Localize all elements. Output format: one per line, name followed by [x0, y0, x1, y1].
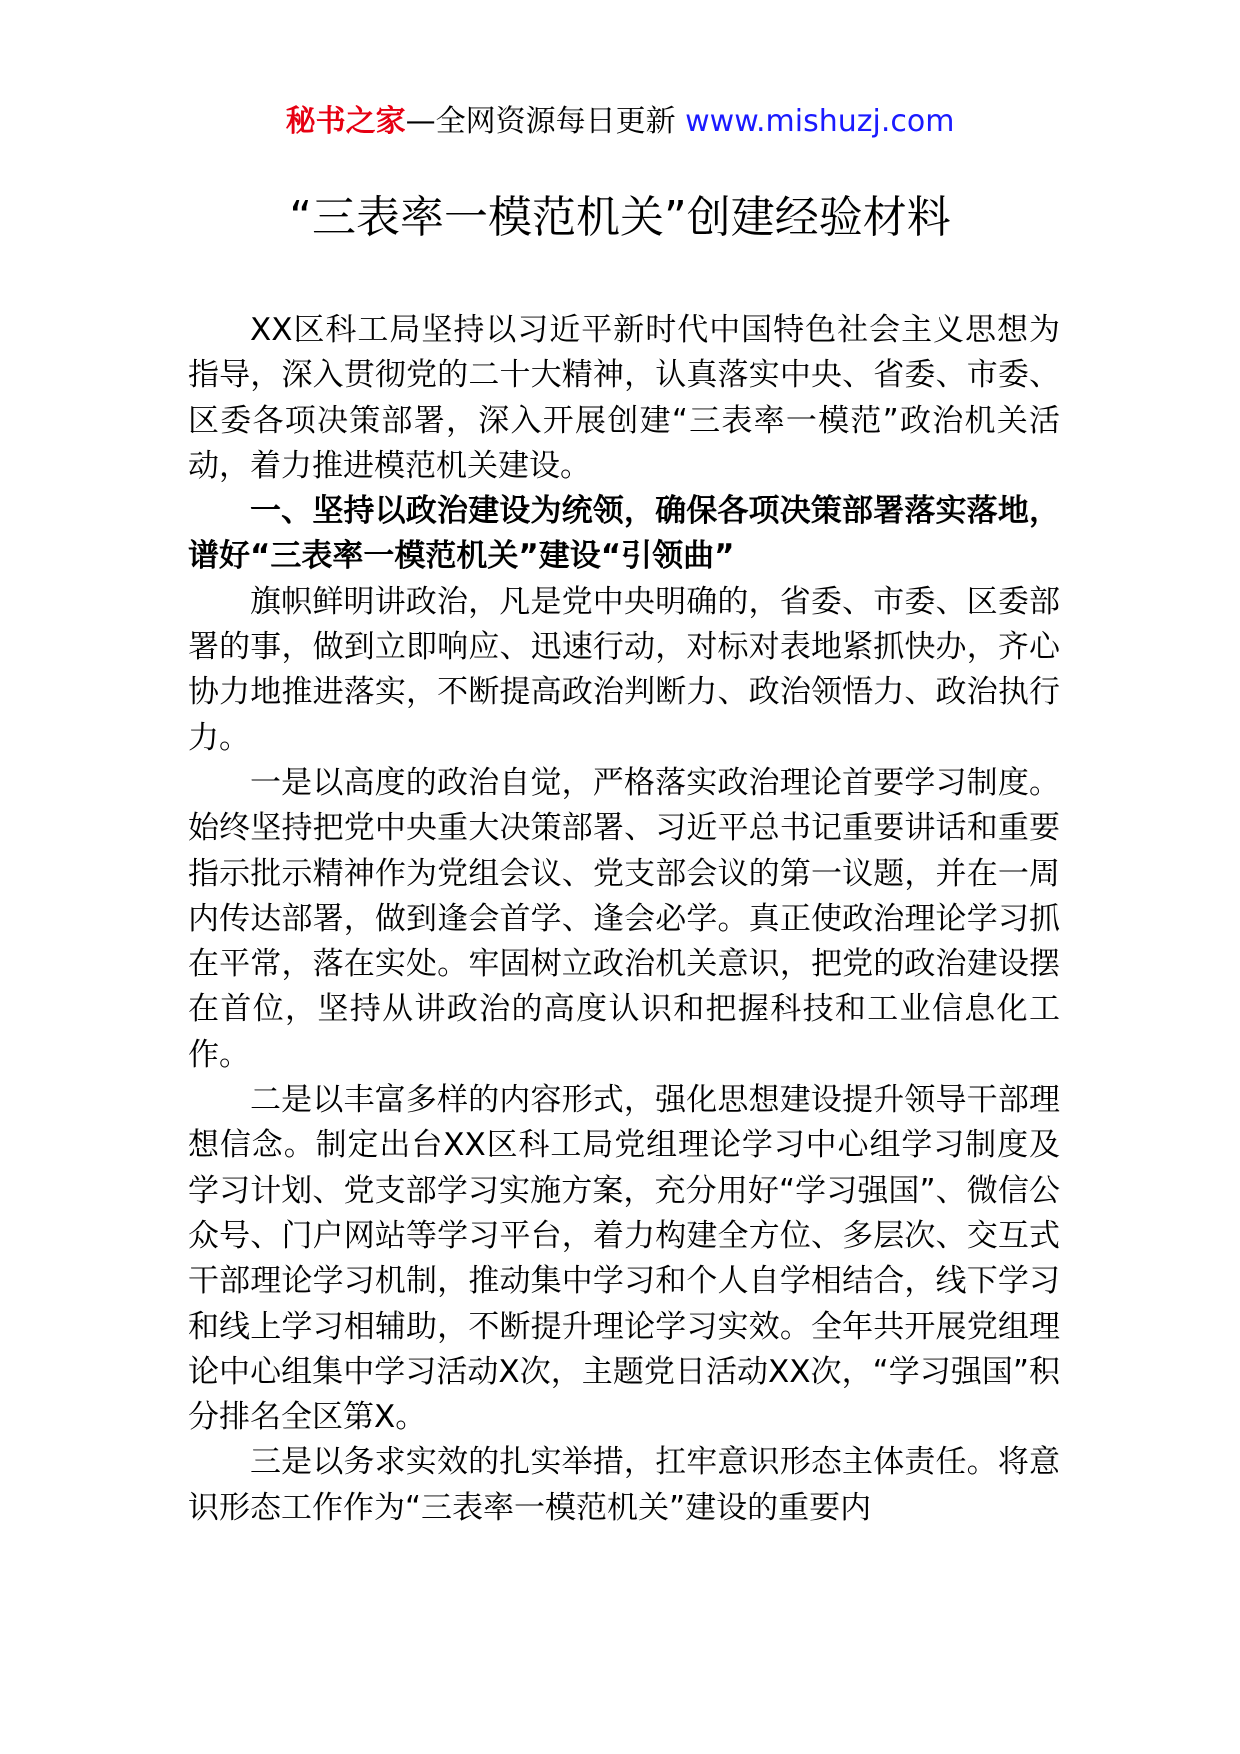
- watermark-banner: [0, 100, 1240, 144]
- paragraph-intro: XX区科工局坚持以习近平新时代中国特色社会主义思想为指导，深入贯彻党的二十大精神，认真落实中央、省委、市委、区委各项决策部署，深入开展创建“三表率一模范”政治机关活动，着力推进模范机关建设。: [188, 312, 1060, 484]
- banner-brand: 秘书之家: [285, 104, 406, 139]
- banner-slogan: —全网资源每日更新: [405, 104, 686, 139]
- paragraph-point-1: 一是以高度的政治自觉，严格落实政治理论首要学习制度。始终坚持把党中央重大决策部署、习近平总书记重要讲话和重要指示批示精神作为党组会议、党支部会议的第一议题，并在一周内传达部署，做到逢会首学、逢会必学。真正使政治理论学习抓在平常，落在实处。牢固树立政治机关意识，把党的政治建设摆在首位，坚持从讲政治的高度认识和把握科技和工业信息化工作。: [188, 764, 1060, 1073]
- paragraph-point-3: 三是以务求实效的扎实举措，扛牢意识形态主体责任。将意识形态工作作为“三表率一模范机关”建设的重要内: [188, 1444, 1060, 1526]
- paragraph-point-2: 二是以丰富多样的内容形式，强化思想建设提升领导干部理想信念。制定出台XX区科工局党组理论学习中心组学习制度及学习计划、党支部学习实施方案，充分用好“学习强国”、微信公众号、门户网站等学习平台，着力构建全方位、多层次、交互式干部理论学习机制，推动集中学习和个人自学相结合，线下学习和线上学习相辅助，不断提升理论学习实效。全年共开展党组理论中心组集中学习活动X次，主题党日活动XX次，“学习强国”积分排名全区第X。: [188, 1082, 1060, 1436]
- paragraph-politics: 旗帜鲜明讲政治，凡是党中央明确的，省委、市委、区委部署的事，做到立即响应、迅速行动，对标对表地紧抓快办，齐心协力地推进落实，不断提高政治判断力、政治领悟力、政治执行力。: [188, 583, 1060, 756]
- section-heading-1: 一、坚持以政治建设为统领，确保各项决策部署落实落地，谱好“三表率一模范机关”建设“引领曲”: [188, 493, 1060, 575]
- banner-url[interactable]: www.mishuzj.com: [685, 104, 955, 139]
- document-body: [188, 308, 1060, 1531]
- document-title: “三表率一模范机关”创建经验材料: [289, 192, 951, 243]
